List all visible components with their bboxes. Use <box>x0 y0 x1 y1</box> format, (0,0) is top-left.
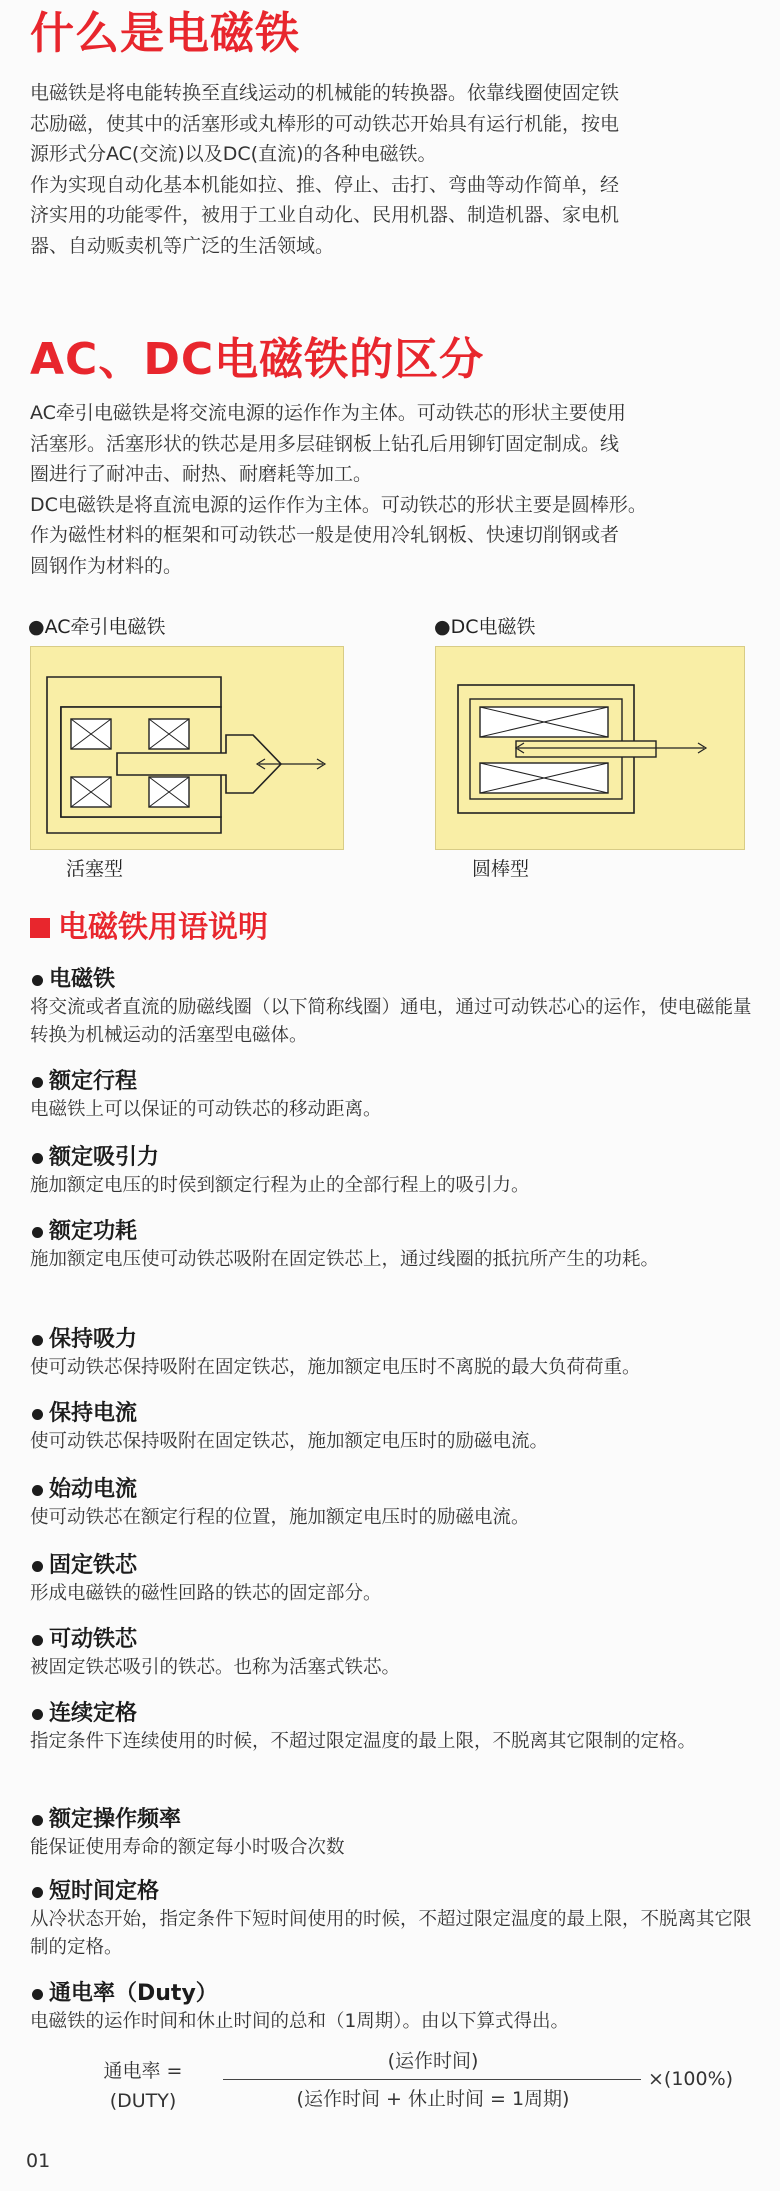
intro-paragraph <box>30 78 758 261</box>
bullet-icon <box>32 1335 43 1346</box>
terms-section-title <box>30 908 268 948</box>
ac-figure-caption: 活塞型 <box>66 858 124 880</box>
bullet-icon <box>32 1077 43 1088</box>
dc-solenoid-drawing <box>436 647 744 849</box>
term-description: 使可动铁芯在额定行程的位置，施加额定电压时的励磁电流。 <box>30 1507 530 1528</box>
term-title: 短时间定格 <box>49 1879 160 1904</box>
term-description: 使可动铁芯保持吸附在固定铁芯，施加额定电压时不离脱的最大负荷荷重。 <box>30 1357 641 1378</box>
intro-line: 器、自动贩卖机等广泛的生活领域。 <box>30 234 335 257</box>
term-title: 保持吸力 <box>49 1327 138 1352</box>
term-title: 电磁铁 <box>49 967 116 992</box>
ac-figure-label: ●AC牵引电磁铁 <box>28 616 166 638</box>
intro-line: 芯励磁，使其中的活塞形或丸棒形的可动铁芯开始具有运行机能，按电 <box>30 112 620 135</box>
formula-left-top: 通电率 = <box>103 2060 183 2082</box>
intro-title: 什么是电磁铁 <box>30 8 300 59</box>
dc-figure-label: ●DC电磁铁 <box>434 616 536 638</box>
term-description: 指定条件下连续使用的时候，不超过限定温度的最上限，不脱离其它限制的定格。 <box>30 1731 697 1752</box>
term-description: 能保证使用寿命的额定每小时吸合次数 <box>30 1837 345 1858</box>
bullet-icon <box>32 1635 43 1646</box>
term-description: 使可动铁芯保持吸附在固定铁芯，施加额定电压时的励磁电流。 <box>30 1431 549 1452</box>
acdc-line: AC牵引电磁铁是将交流电源的运作作为主体。可动铁芯的形状主要使用 <box>30 402 626 424</box>
formula-multiplier: ×(100%) <box>648 2068 734 2090</box>
acdc-line: 圈进行了耐冲击、耐热、耐磨耗等加工。 <box>30 463 373 485</box>
acdc-line: 圆钢作为材料的。 <box>30 554 183 577</box>
bullet-icon <box>32 975 43 986</box>
bullet-icon <box>32 1887 43 1898</box>
term-entry <box>30 1068 760 1124</box>
bullet-icon <box>32 1153 43 1164</box>
bullet-icon <box>32 1815 43 1826</box>
formula-left-bottom: (DUTY) <box>109 2090 177 2112</box>
intro-line: 作为实现自动化基本机能如拉、推、停止、击打、弯曲等动作简单，经 <box>30 173 620 196</box>
formula-denominator: (运作时间 + 休止时间 = 1周期) <box>296 2088 570 2110</box>
intro-line: 源形式分AC(交流)以及DC(直流)的各种电磁铁。 <box>30 143 437 165</box>
bullet-icon <box>32 1709 43 1720</box>
bullet-icon <box>32 1561 43 1572</box>
term-description: 电磁铁上可以保证的可动铁芯的移动距离。 <box>30 1099 382 1120</box>
term-entry <box>30 1326 760 1382</box>
term-entry <box>30 1806 760 1862</box>
formula-left <box>88 2056 198 2116</box>
term-title: 通电率（Duty） <box>49 1981 218 2006</box>
dc-rod-plunger <box>516 741 656 757</box>
term-entry <box>30 1552 760 1608</box>
intro-line: 济实用的功能零件，被用于工业自动化、民用机器、制造机器、家电机 <box>30 204 620 226</box>
formula-numerator: (运作时间) <box>387 2050 479 2072</box>
bullet-icon <box>32 1989 43 2000</box>
term-entry <box>30 1878 760 1962</box>
terms-section-title-text: 电磁铁用语说明 <box>58 910 268 945</box>
acdc-line: 活塞形。活塞形状的铁芯是用多层硅钢板上钻孔后用铆钉固定制成。线 <box>30 432 620 455</box>
term-description: 施加额定电压使可动铁芯吸附在固定铁芯上，通过线圈的抵抗所产生的功耗。 <box>30 1249 660 1270</box>
term-description: 从冷状态开始，指定条件下短时间使用的时候，不超过限定温度的最上限，不脱离其它限制的定格。 <box>30 1909 752 1958</box>
term-title: 额定行程 <box>49 1069 138 1094</box>
term-entry <box>30 1700 760 1756</box>
term-title: 额定功耗 <box>49 1219 138 1244</box>
duty-formula <box>88 2046 734 2126</box>
dc-figure-caption: 圆棒型 <box>472 858 530 880</box>
term-description: 电磁铁的运作时间和休止时间的总和（1周期）。由以下算式得出。 <box>30 2011 570 2032</box>
term-entry <box>30 1218 760 1274</box>
section-square-icon <box>30 918 50 938</box>
term-title: 额定吸引力 <box>49 1145 160 1170</box>
term-entry <box>30 966 760 1050</box>
term-title: 可动铁芯 <box>49 1627 138 1652</box>
term-description: 被固定铁芯吸引的铁芯。也称为活塞式铁芯。 <box>30 1657 401 1678</box>
ac-solenoid-diagram <box>30 646 344 850</box>
acdc-line: DC电磁铁是将直流电源的运作作为主体。可动铁芯的形状主要是圆棒形。 <box>30 493 647 516</box>
bullet-icon <box>32 1227 43 1238</box>
bullet-icon <box>32 1485 43 1496</box>
term-title: 额定操作频率 <box>49 1807 182 1832</box>
term-description: 施加额定电压的时侯到额定行程为止的全部行程上的吸引力。 <box>30 1175 530 1196</box>
dc-solenoid-diagram <box>435 646 745 850</box>
bullet-icon <box>32 1409 43 1420</box>
term-entry <box>30 1144 760 1200</box>
formula-fraction-line <box>223 2079 641 2080</box>
term-description: 将交流或者直流的励磁线圈（以下简称线圈）通电，通过可动铁芯心的运作，使电磁能量转换为机械运动的活塞型电磁体。 <box>30 997 752 1046</box>
acdc-paragraph <box>30 398 758 581</box>
term-entry <box>30 1980 760 2036</box>
term-title: 保持电流 <box>49 1401 138 1426</box>
term-entry <box>30 1626 760 1682</box>
intro-line: 电磁铁是将电能转换至直线运动的机械能的转换器。依靠线圈使固定铁 <box>30 82 620 104</box>
term-entry <box>30 1476 760 1532</box>
term-title: 固定铁芯 <box>49 1553 138 1578</box>
term-entry <box>30 1400 760 1456</box>
ac-solenoid-drawing <box>31 647 343 849</box>
acdc-title: AC、DC电磁铁的区分 <box>30 334 485 385</box>
term-title: 始动电流 <box>49 1477 138 1502</box>
term-title: 连续定格 <box>49 1701 138 1726</box>
acdc-line: 作为磁性材料的框架和可动铁芯一般是使用冷轧钢板、快速切削钢或者 <box>30 524 620 546</box>
page-number: 01 <box>26 2150 51 2172</box>
term-description: 形成电磁铁的磁性回路的铁芯的固定部分。 <box>30 1583 382 1604</box>
